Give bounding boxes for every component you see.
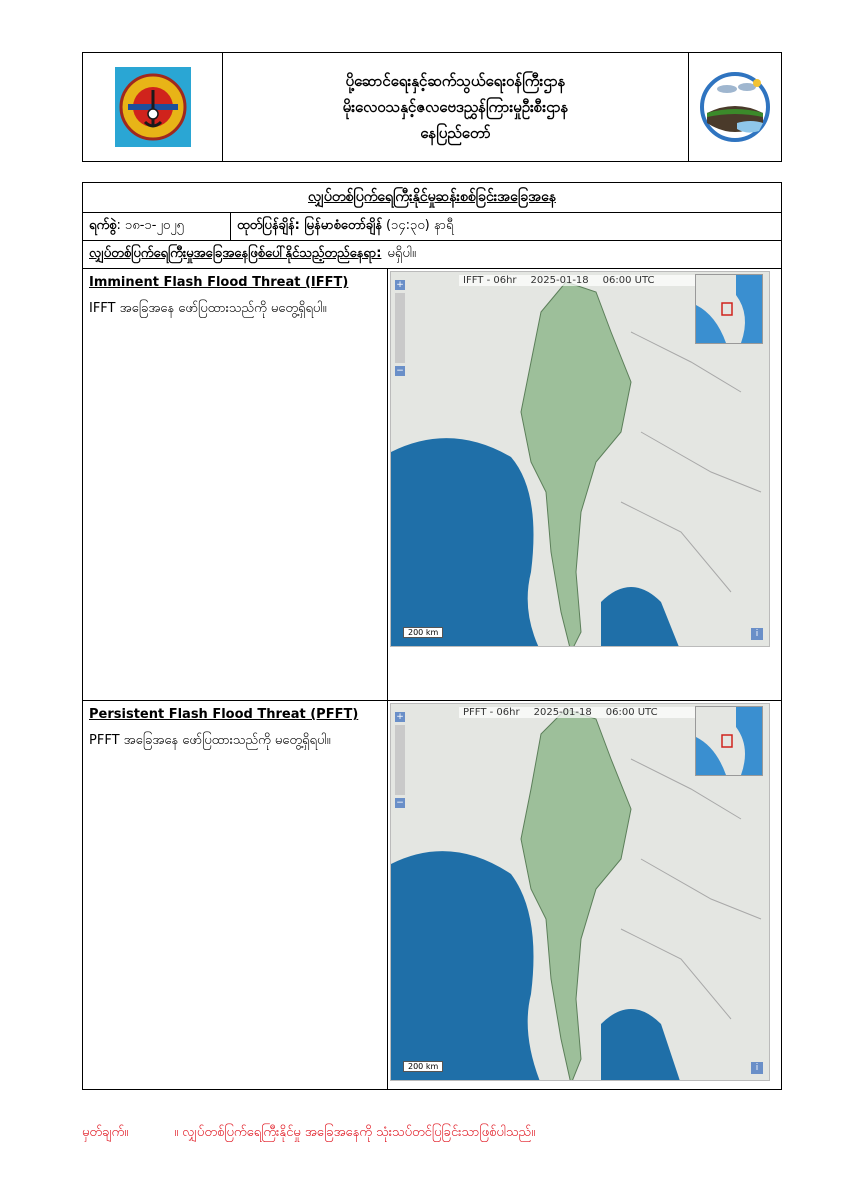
pfft-scale-bar: 200 km [403, 1061, 443, 1072]
ifft-map-time: 06:00 UTC [602, 275, 655, 286]
ministry-logo-cell [83, 53, 223, 161]
pfft-text-cell [83, 701, 388, 1089]
city-name: နေပြည်တော် [420, 124, 491, 142]
status-label: လျှပ်တစ်ပြက်ရေကြီးမှုအခြေအနေဖြစ်ပေါ်နိုင်သည့်တည်နေရာ: [89, 246, 382, 261]
ifft-zoom-control [395, 280, 405, 376]
zoom-in-icon[interactable]: + [396, 712, 404, 722]
date-value: : ၁၈-၁-၂၀၂၅ [116, 218, 184, 233]
ifft-map-product: IFFT - 06hr [463, 275, 517, 286]
ifft-title: Imminent Flash Flood Threat (IFFT) [89, 275, 349, 290]
note-label: မှတ်ချက်။ [82, 1125, 129, 1140]
pfft-row [83, 701, 781, 1089]
zoom-out-icon[interactable]: − [396, 366, 404, 376]
ifft-text-cell [83, 269, 388, 700]
date-cell [83, 213, 231, 240]
ifft-row [83, 269, 781, 701]
zoom-in-icon[interactable]: + [396, 280, 404, 290]
pfft-map-time: 06:00 UTC [605, 707, 658, 718]
ifft-map-caption [459, 275, 699, 286]
pfft-info-icon[interactable]: i [751, 1062, 763, 1074]
pfft-zoom-control [395, 712, 405, 808]
zoom-slider[interactable] [395, 725, 405, 795]
header-titles [223, 53, 688, 161]
zoom-out-icon[interactable]: − [396, 798, 404, 808]
ifft-overview-inset[interactable] [695, 274, 763, 344]
pfft-map-product: PFFT - 06hr [463, 707, 520, 718]
ministry-name: ပို့ဆောင်ရေးနှင့်ဆက်သွယ်ရေးဝန်ကြီးဌာန [345, 72, 566, 90]
footer-note [82, 1124, 782, 1143]
ifft-info-icon[interactable]: i [751, 628, 763, 640]
dmh-logo-cell [688, 53, 781, 161]
ifft-description: IFFT အခြေအနေ ဖော်ပြထားသည်ကို မတွေ့ရှိရပါ။ [89, 301, 327, 316]
date-label: ရက်စွဲ [89, 218, 117, 233]
pfft-title: Persistent Flash Flood Threat (PFFT) [89, 707, 359, 722]
issue-time-cell [231, 213, 459, 240]
status-value: မရှိပါ။ [387, 246, 416, 261]
pfft-map[interactable] [390, 703, 770, 1081]
pfft-map-caption [459, 707, 699, 718]
ifft-map-date: 2025-01-18 [530, 275, 589, 286]
status-row [83, 241, 781, 269]
pfft-overview-inset[interactable] [695, 706, 763, 776]
meta-row [83, 213, 781, 241]
pfft-map-date: 2025-01-18 [533, 707, 592, 718]
pfft-description: PFFT အခြေအနေ ဖော်ပြထားသည်ကို မတွေ့ရှိရပါ။ [89, 733, 331, 748]
note-text: ။ လျှပ်တစ်ပြက်ရေကြီးနိုင်မှု အခြေအနေကို သုံးသပ်တင်ပြခြင်းသာဖြစ်ပါသည်။ [174, 1125, 536, 1140]
ifft-scale-bar: 200 km [403, 627, 443, 638]
report-title: လျှပ်တစ်ပြက်ရေကြီးနိုင်မှုဆန်းစစ်ခြင်းအခြေအနေ [83, 183, 781, 213]
document-header [82, 52, 782, 162]
hydrology-cycle-icon [697, 69, 773, 145]
issue-value: (၁၄:၃၀) နာရီ [385, 218, 454, 233]
zoom-slider[interactable] [395, 293, 405, 363]
ministry-emblem-icon [115, 67, 191, 147]
flash-flood-table [82, 182, 782, 1090]
ifft-map-cell [388, 269, 781, 700]
department-name: မိုးလေဝသနှင့်ဇလဗေဒညွှန်ကြားမှုဦးစီးဌာန [342, 98, 569, 116]
ifft-map[interactable] [390, 271, 770, 647]
issue-label: ထုတ်ပြန်ချိန်: မြန်မာစံတော်ချိန် [237, 218, 382, 233]
pfft-map-cell [388, 701, 781, 1089]
